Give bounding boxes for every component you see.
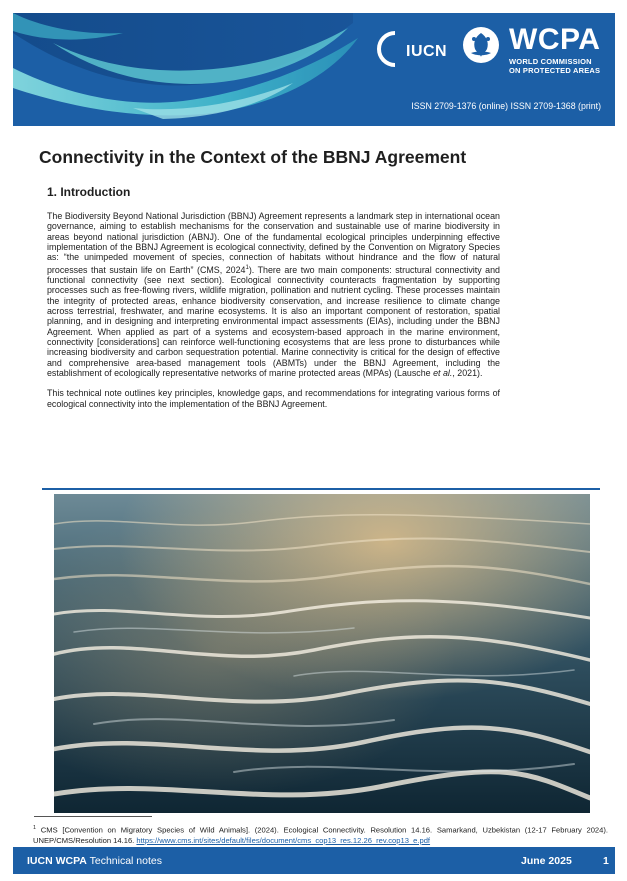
paragraph-text: ). There are two main components: structural connectivity and functional connectivity (see next section). Ecological connectivity counteracts fragmentation by supporting processes such as free-flowing rivers, wildlife migration, pollination and nutrient cycling. These processes maintain the integrity of protected areas, enhance biodiversity conservation, and increase resilience to climate change across terrestrial, freshwater, and marine ecosystems. It is also an important component of restoration, spatial planning, and in designing and interpreting environmental impact assessments (EIAs), including under the BBNJ Agreement. When applied as part of a systems and ecosystem-based approach in the marine environment, connectivity [considerations] can reinforce well-functioning ecosystems that are less prone to disturbances while increasing biodiversity and carbon sequestration potential. Marine connectivity is critical for the design of effective and comprehensive area-based management tools (ABMTs) under the BBNJ Agreement, including the establishment of ecologically representative networks of marine protected areas (MPAs) (Lausche (47, 264, 500, 379)
wcpa-subtitle-line-2: ON PROTECTED AREAS (509, 66, 601, 75)
footnote-rule (34, 816, 152, 817)
section-heading: 1. Introduction (47, 185, 131, 199)
footer-date: June 2025 (521, 855, 572, 867)
footnote-ref[interactable]: 1 (245, 264, 249, 271)
footer-series-rest: Technical notes (86, 855, 162, 867)
page-title: Connectivity in the Context of the BBNJ Agreement (39, 147, 467, 167)
wcpa-subtitle-line-1: WORLD COMMISSION (509, 57, 592, 66)
iucn-label: IUCN (406, 43, 448, 60)
intro-paragraph (47, 211, 500, 378)
wcpa-title: WCPA (509, 23, 601, 56)
footnote (33, 823, 608, 846)
footer-bar (13, 847, 615, 874)
footnote-link[interactable]: https://www.cms.int/sites/default/files/document/cms_cop13_res.12.26_rev.cop13_e.pdf (136, 835, 431, 845)
section-divider (42, 488, 600, 490)
italic-text: et al. (433, 368, 453, 379)
footer-series (27, 855, 162, 867)
issn-numbers: ISSN 2709-1376 (online) ISSN 2709-1368 (print) (411, 101, 601, 111)
footnote-marker: 1 (33, 825, 37, 831)
footnote-text: CMS [Convention on Migratory Species of Wild Animals]. (2024). Ecological Connectivity. Resolution 14.16. Samarkand, Uzbekistan (12-17 February 2024). UNEP/CMS/Resolution 14.16. (33, 825, 608, 845)
wcpa-globe-icon (461, 25, 501, 65)
wcpa-subtitle (509, 57, 600, 75)
header-banner (13, 13, 615, 126)
body-text (47, 211, 500, 409)
ocean-photo (54, 494, 590, 813)
summary-paragraph: This technical note outlines key principles, knowledge gaps, and recommendations for integrating various forms of ecological connectivity into the implementation of the BBNJ Agreement. (47, 388, 500, 409)
page-number: 1 (603, 855, 609, 867)
footer-series-bold: IUCN WCPA (27, 855, 87, 867)
paragraph-text: , 2021). (452, 368, 483, 379)
paragraph-text: The Biodiversity Beyond National Jurisdiction (BBNJ) Agreement represents a landmark step in international ocean governance, aiming to establish mechanisms for the conservation and sustainable use of marine biodiversity in areas beyond national jurisdiction (ABNJ). One of the fundamental ecological principles underpinning effective implementation of the BBNJ Agreement is ecological connectivity, defined by the Convention on Migratory Species as: “the unimpeded movement of species, connection of habitats without hindrance and the flow of natural processes that sustain life on Earth” (CMS, 2024 (47, 211, 500, 275)
